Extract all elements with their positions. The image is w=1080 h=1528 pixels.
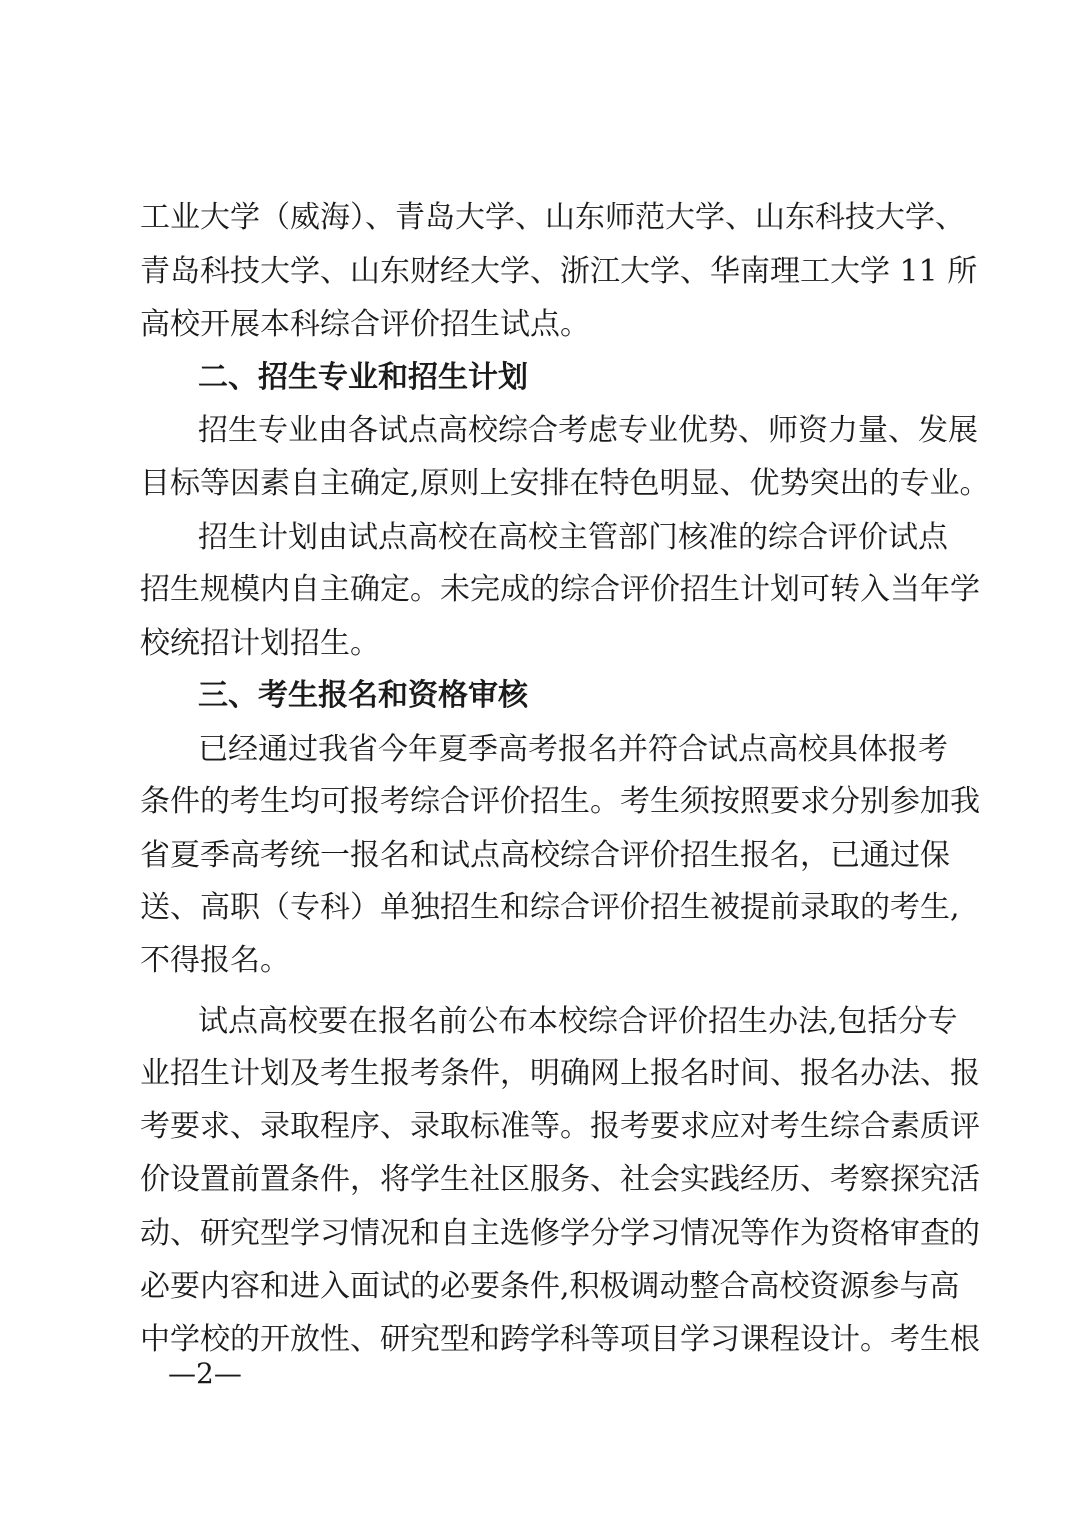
- text-line: 校统招计划招生。: [140, 626, 380, 661]
- page-number: —2—: [168, 1357, 242, 1390]
- text-line: 动、研究型学习情况和自主选修学分学习情况等作为资格审查的: [140, 1216, 980, 1251]
- text-line: 必要内容和进入面试的必要条件,积极调动整合高校资源参与高: [140, 1269, 960, 1304]
- text-line: 目标等因素自主确定,原则上安排在特色明显、优势突出的专业。: [140, 466, 990, 501]
- text-line: 送、高职（专科）单独招生和综合评价招生被提前录取的考生,: [140, 890, 960, 925]
- text-line: 青岛科技大学、山东财经大学、浙江大学、华南理工大学 11 所: [140, 254, 978, 289]
- section-heading-3: 三、考生报名和资格审核: [198, 678, 528, 713]
- text-line: 高校开展本科综合评价招生试点。: [140, 307, 590, 342]
- text-line: 招生规模内自主确定。未完成的综合评价招生计划可转入当年学: [140, 572, 980, 607]
- text-line: 中学校的开放性、研究型和跨学科等项目学习课程设计。考生根: [140, 1322, 980, 1357]
- paragraph-first-line: 招生计划由试点高校在高校主管部门核准的综合评价试点: [198, 520, 948, 555]
- text-line: 条件的考生均可报考综合评价招生。考生须按照要求分别参加我: [140, 784, 980, 819]
- paragraph-first-line: 试点高校要在报名前公布本校综合评价招生办法,包括分专: [198, 1004, 958, 1039]
- paragraph-first-line: 招生专业由各试点高校综合考虑专业优势、师资力量、发展: [198, 413, 978, 448]
- section-heading-2: 二、招生专业和招生计划: [198, 360, 528, 395]
- text-line: 考要求、录取程序、录取标准等。报考要求应对考生综合素质评: [140, 1109, 980, 1144]
- paragraph-first-line: 已经通过我省今年夏季高考报名并符合试点高校具体报考: [198, 732, 948, 767]
- text-line: 省夏季高考统一报名和试点高校综合评价招生报名，已通过保: [140, 838, 950, 873]
- text-line: 工业大学（威海）、青岛大学、山东师范大学、山东科技大学、: [140, 200, 965, 235]
- text-line: 不得报名。: [140, 943, 290, 978]
- text-line: 业招生计划及考生报考条件，明确网上报名时间、报名办法、报: [140, 1056, 980, 1091]
- text-line: 价设置前置条件，将学生社区服务、社会实践经历、考察探究活: [140, 1162, 980, 1197]
